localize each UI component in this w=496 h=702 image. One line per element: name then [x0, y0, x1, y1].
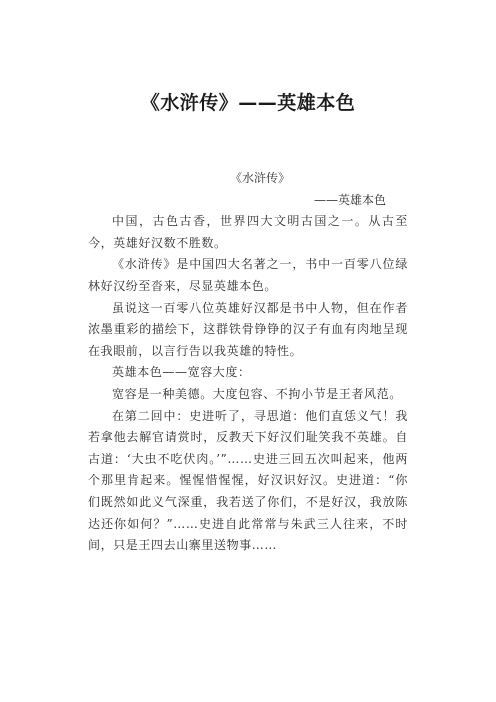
- paragraph-chapter-two: 在第二回中：史进听了，寻思道：他们直恁义气！我若拿他去解官请赏时，反教天下好汉们耻笑我不英雄。自古道：‘大虫不吃伏肉。’”……史进三回五次叫起来，他两个那里肯起来。惺惺惜惺惺，好汉识好汉。史进道：“你们既然如此义气深重，我若送了你们，不是好汉，我放陈达还你如何？”……史进自此常常与朱武三人往来，不时间，只是王四去山寨里送物事……: [88, 408, 408, 553]
- paragraph-intro: 中国，古色古香，世界四大文明古国之一。从古至今，英雄好汉数不胜数。: [88, 214, 408, 250]
- subtitle-book-name: 《水浒传》: [229, 171, 290, 185]
- paragraph-tolerance: 宽容是一种美德。大度包容、不拘小节是王者风范。: [112, 386, 402, 401]
- paragraph-book: 《水浒传》是中国四大名著之一，书中一百零八位绿林好汉纷至沓来，尽显英雄本色。: [88, 257, 408, 293]
- paragraph-characters: 虽说这一百零八位英雄好汉都是书中人物，但在作者浓墨重彩的描绘下，这群铁骨铮铮的汉子有血有肉地呈现在我眼前，以言行告以我英雄的特性。: [88, 300, 408, 358]
- document-title: 《水浒传》——英雄本色: [140, 92, 356, 114]
- paragraph-section-heading: 英雄本色——宽容大度：: [112, 365, 251, 380]
- subtitle-theme: ——英雄本色: [313, 192, 386, 207]
- document-body: [88, 168, 408, 557]
